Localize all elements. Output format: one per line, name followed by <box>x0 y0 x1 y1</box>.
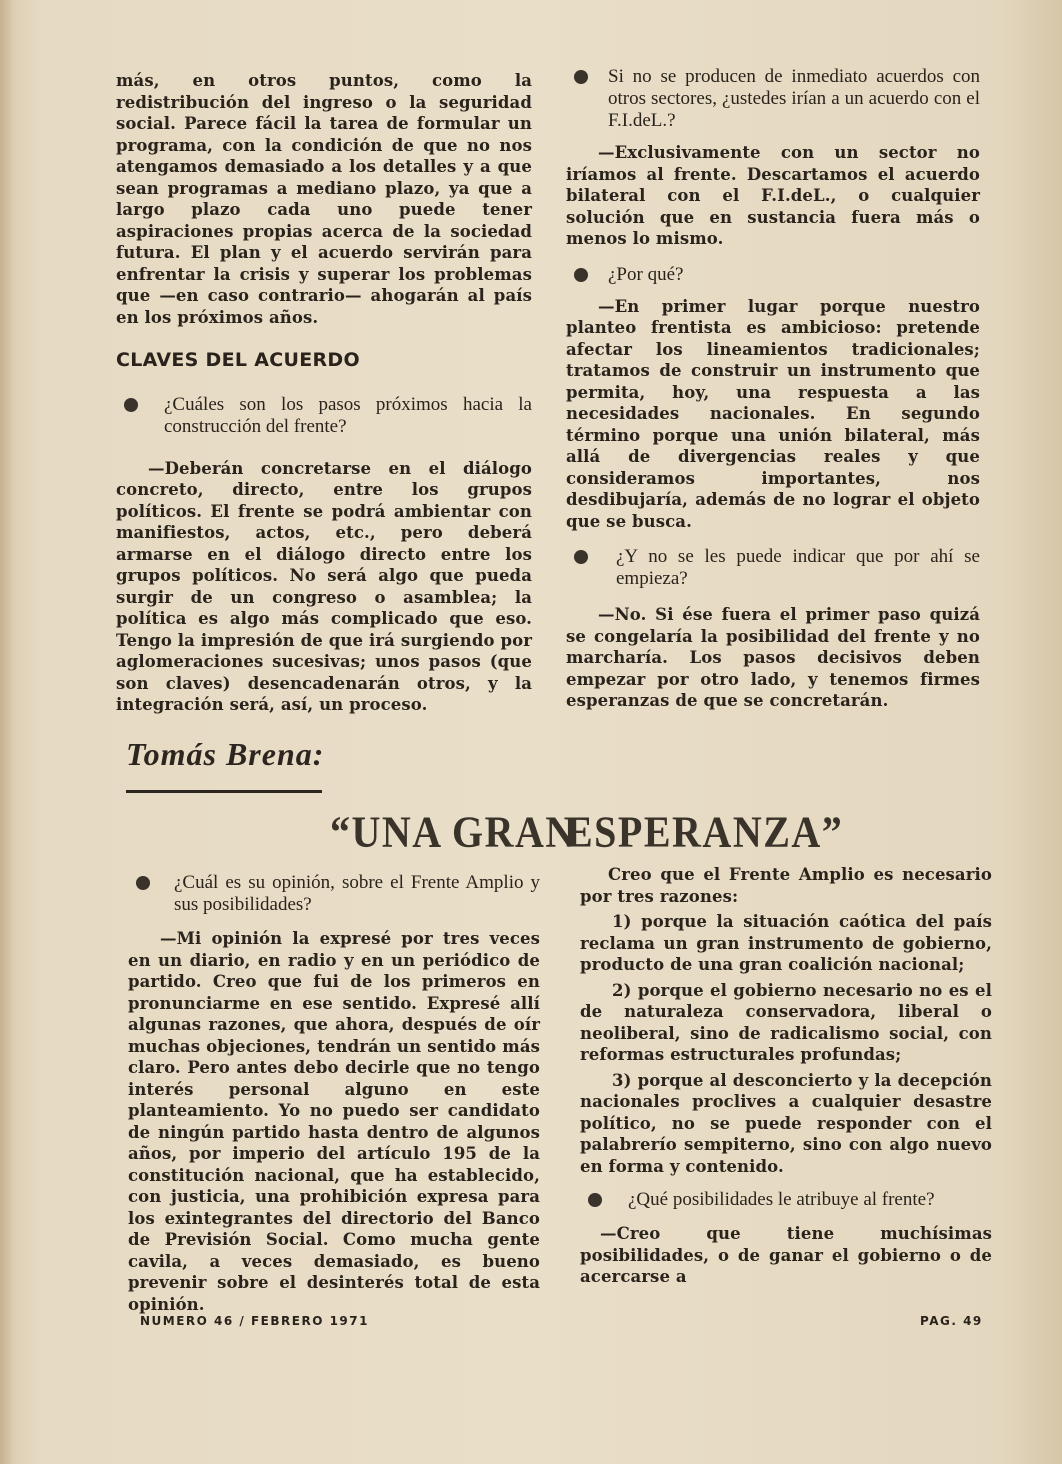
question <box>566 66 980 132</box>
reason-2: 2) porque el gobierno necesario no es el de naturaleza conservadora, liberal o neoliberal, sino de radicalismo social, con reformas estructurales profundas; <box>580 980 992 1064</box>
question <box>116 394 532 438</box>
question <box>580 1189 992 1211</box>
reason-3: 3) porque al desconcierto y la decepción nacionales proclives a cualquier desastre político, no se puede responder con el palabrerío sempiterno, sino con algo nuevo en forma y contenido. <box>580 1070 992 1176</box>
question-text: ¿Por qué? <box>608 263 684 285</box>
question <box>566 546 980 590</box>
answer-paragraph: —Mi opinión la expresé por tres veces en un diario, en radio y en un periódico de partido. Creo que fui de los primeros en pronunciarme en ese sentido. Expresé allí algunas razones, que ahora, después de oír muchas objeciones, tendrán un sentido más claro. Pero antes debo decirle que no tengo interés personal alguno en este planteamiento. Yo no puedo ser candidato de ningún partido hasta dentro de algunos años, por imperio del artículo 195 de la constitución nacional, que ha establecido, con justicia, una prohibición expresa para los exintegrantes del directorio del Banco de Previsión Social. Como mucha gente cavila, a veces demasiado, es bueno prevenir sobre el desinterés total de esta opinión. <box>128 929 540 1314</box>
question <box>128 872 540 916</box>
answer-paragraph: —En primer lugar porque nuestro planteo frentista es ambicioso: pretende afectar los lineamientos tradicionales; tratamos de construir un instrumento que permita, hoy, una respuesta a las necesidades nacionales. En segundo término porque una unión bilateral, más allá de divergencias reales y que consideramos importantes, nos desdibujaría, además de no lograr el objeto que se busca. <box>566 296 980 531</box>
issue-footer: NUMERO 46 / FEBRERO 1971 <box>140 1314 369 1328</box>
interviewee-name: Tomás Brena: <box>126 736 325 772</box>
question-text: ¿Y no se les puede indicar que por ahí se empieza? <box>616 546 980 589</box>
left-top-column <box>116 70 532 716</box>
answer-paragraph: —Deberán concretarse en el diálogo concreto, directo, entre los grupos políticos. El frente se podrá ambientar con manifiestos, actos, etc., pero deberá armarse en el diálogo directo entre los grupos políticos. No será algo que pueda surgir de un congreso o asamblea; la política es algo más complicado que eso. Tengo la impresión de que irá surgiendo por aglomeraciones sucesivas; unos pasos (que son claves) desencadenarán otros, y la integración será, así, un proceso. <box>116 458 532 714</box>
question-text: Si no se producen de inmediato acuerdos con otros sectores, ¿ustedes irían a un acuerdo con el F.I.deL.? <box>608 66 980 131</box>
author-underline <box>126 790 322 793</box>
question <box>566 264 980 286</box>
bullet-icon <box>136 876 150 890</box>
bullet-icon <box>588 1193 602 1207</box>
answer-paragraph: —Exclusivamente con un sector no iríamos al frente. Descartamos el acuerdo bilateral con el F.I.deL., o cualquier solución que en sustancia fuera más o menos lo mismo. <box>566 143 980 248</box>
bullet-icon <box>124 398 138 412</box>
page-fold-shadow <box>0 0 14 1464</box>
headline-part-2: ESPERANZA” <box>566 806 844 857</box>
intro-paragraph: Creo que el Frente Amplio es necesario por tres razones: <box>580 865 992 906</box>
question-text: ¿Qué posibilidades le atribuye al frente? <box>628 1189 935 1210</box>
headline-part-1: “UNA GRAN <box>330 806 576 857</box>
bullet-icon <box>574 70 588 84</box>
question-text: ¿Cuáles son los pasos próximos hacia la construcción del frente? <box>164 393 532 437</box>
left-bottom-column <box>128 872 540 1315</box>
answer-paragraph: —Creo que tiene muchísimas posibilidades, o de ganar el gobierno o de acercarse a <box>580 1224 992 1286</box>
bullet-icon <box>574 268 588 282</box>
answer-paragraph: —No. Si ése fuera el primer paso quizá se congelaría la posibilidad del frente y no marcharía. Los pasos decisivos deben empezar por otro lado, y tenemos firmes esperanzas de que se concretarán. <box>566 605 980 710</box>
bullet-icon <box>574 550 588 564</box>
right-top-column <box>566 66 980 712</box>
continuation-paragraph: más, en otros puntos, como la redistribución del ingreso o la seguridad social. Parece fácil la tarea de formular un programa, con la condición de que no nos atengamos demasiado a los detalles y a que sean programas a mediano plazo, ya que a largo plazo cada uno puede tener aspiraciones propias acerca de la sociedad futura. El plan y el acuerdo servirán para enfrentar la crisis y superar los problemas que —en caso contrario— ahogarán al país en los próximos años. <box>116 71 532 327</box>
reason-1: 1) porque la situación caótica del país reclama un gran instrumento de gobierno, producto de una gran coalición nacional; <box>580 912 992 974</box>
page-number: PAG. 49 <box>920 1314 983 1328</box>
section-heading: CLAVES DEL ACUERDO <box>116 349 360 371</box>
question-text: ¿Cuál es su opinión, sobre el Frente Amplio y sus posibilidades? <box>174 872 540 915</box>
right-bottom-column <box>580 864 992 1288</box>
